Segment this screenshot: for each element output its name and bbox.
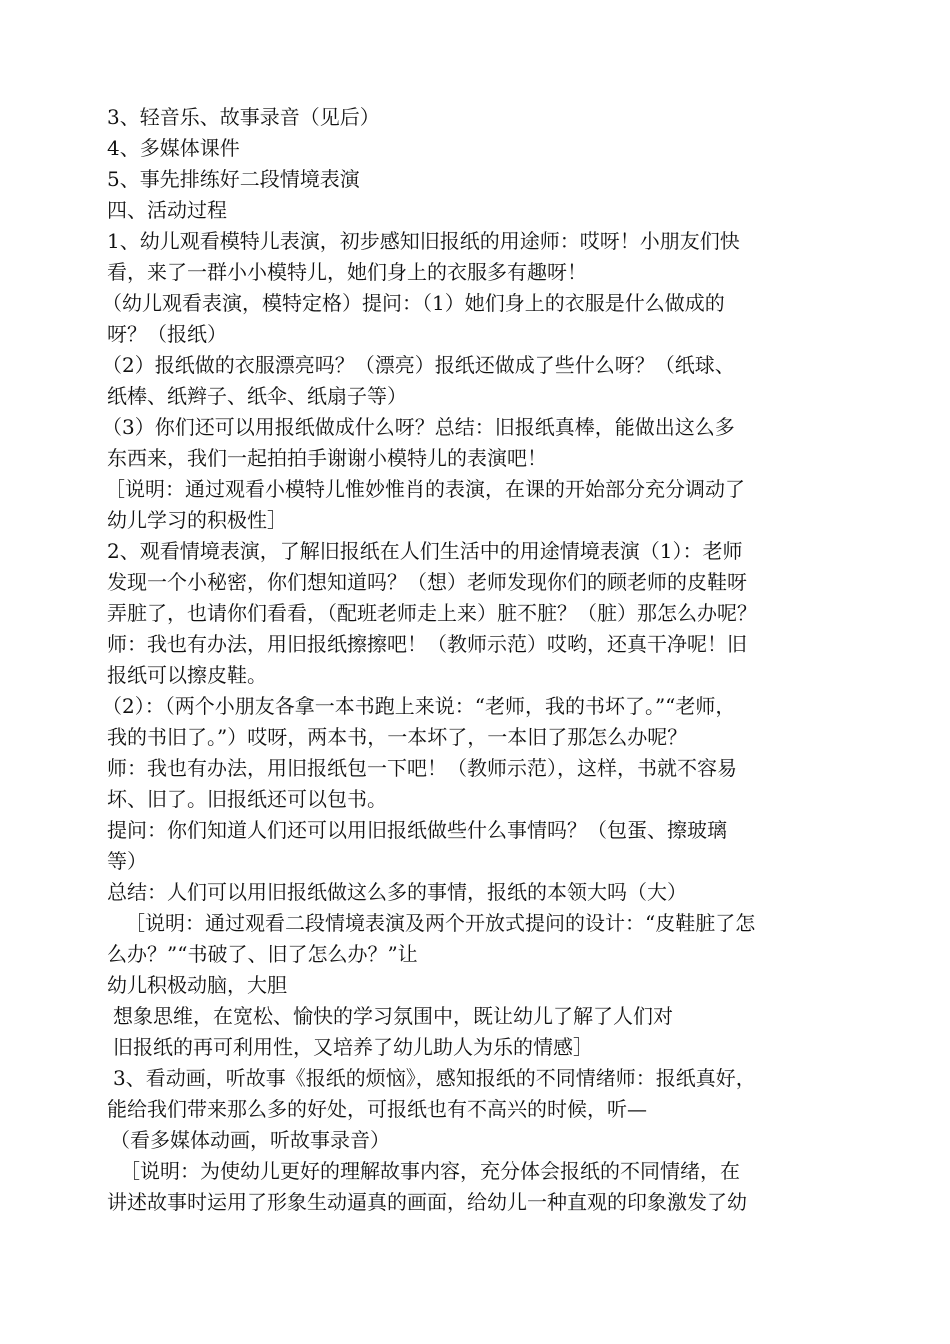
text-line: （幼儿观看表演，模特定格）提问：（1）她们身上的衣服是什么做成的	[102, 291, 725, 315]
text-line: （看多媒体动画，听故事录音）	[110, 1128, 390, 1152]
text-line: 1、幼儿观看模特儿表演，初步感知旧报纸的用途师：哎呀！小朋友们快	[107, 229, 740, 253]
text-line: 2、观看情境表演，了解旧报纸在人们生活中的用途情境表演（1）：老师	[107, 539, 743, 563]
text-line: 么办？”“书破了、旧了怎么办？”让	[107, 942, 418, 966]
text-line: 看，来了一群小小模特儿，她们身上的衣服多有趣呀！	[107, 260, 587, 284]
text-line: 5、事先排练好二段情境表演	[107, 167, 360, 191]
text-line: 4、多媒体课件	[107, 136, 240, 160]
text-line: 提问：你们知道人们还可以用旧报纸做些什么事情吗？（包蛋、擦玻璃	[107, 818, 727, 842]
text-line: 想象思维，在宽松、愉快的学习氛围中，既让幼儿了解了人们对	[113, 1004, 673, 1028]
text-line: ［说明：为使幼儿更好的理解故事内容，充分体会报纸的不同情绪，在	[120, 1159, 740, 1183]
text-line: 旧报纸的再可利用性，又培养了幼儿助人为乐的情感］	[113, 1035, 593, 1059]
text-line: 纸棒、纸辫子、纸伞、纸扇子等）	[107, 384, 407, 408]
text-line: 能给我们带来那么多的好处，可报纸也有不高兴的时候，听—	[107, 1097, 647, 1121]
text-line: ［说明：通过观看二段情境表演及两个开放式提问的设计：“皮鞋脏了怎	[125, 911, 756, 935]
text-line: 总结：人们可以用旧报纸做这么多的事情，报纸的本领大吗（大）	[107, 880, 687, 904]
text-line: 我的书旧了。”）哎呀，两本书，一本坏了，一本旧了那怎么办呢？	[107, 725, 688, 749]
text-line: ［说明：通过观看小模特儿惟妙惟肖的表演，在课的开始部分充分调动了	[105, 477, 745, 501]
text-line: （2）报纸做的衣服漂亮吗？（漂亮）报纸还做成了些什么呀？（纸球、	[102, 353, 735, 377]
text-line: 师：我也有办法，用旧报纸包一下吧！（教师示范），这样，书就不容易	[107, 756, 737, 780]
text-line: 3、看动画，听故事《报纸的烦恼》，感知报纸的不同情绪师：报纸真好，	[113, 1066, 756, 1090]
text-line: 师：我也有办法，用旧报纸擦擦吧！（教师示范）哎哟，还真干净呢！旧	[107, 632, 747, 656]
text-line: 东西来，我们一起拍拍手谢谢小模特儿的表演吧！	[107, 446, 547, 470]
text-line: 幼儿学习的积极性］	[107, 508, 287, 532]
text-line: 幼儿积极动脑，大胆	[107, 973, 287, 997]
text-line: 弄脏了，也请你们看看，（配班老师走上来）脏不脏？（脏）那怎么办呢？	[107, 601, 757, 625]
text-line: 报纸可以擦皮鞋。	[107, 663, 267, 687]
text-line: 讲述故事时运用了形象生动逼真的画面，给幼儿一种直观的印象激发了幼	[107, 1190, 747, 1214]
text-line: （2）：（两个小朋友各拿一本书跑上来说：“老师，我的书坏了。”“老师，	[102, 694, 736, 718]
text-line: 呀？（报纸）	[107, 322, 227, 346]
text-line: （3）你们还可以用报纸做成什么呀？总结：旧报纸真棒，能做出这么多	[102, 415, 735, 439]
text-line: 坏、旧了。旧报纸还可以包书。	[107, 787, 387, 811]
text-line: 发现一个小秘密，你们想知道吗？（想）老师发现你们的顾老师的皮鞋呀	[107, 570, 747, 594]
section-heading: 四、活动过程	[107, 198, 227, 222]
text-line: 等）	[107, 849, 147, 873]
text-line: 3、轻音乐、故事录音（见后）	[107, 105, 380, 129]
